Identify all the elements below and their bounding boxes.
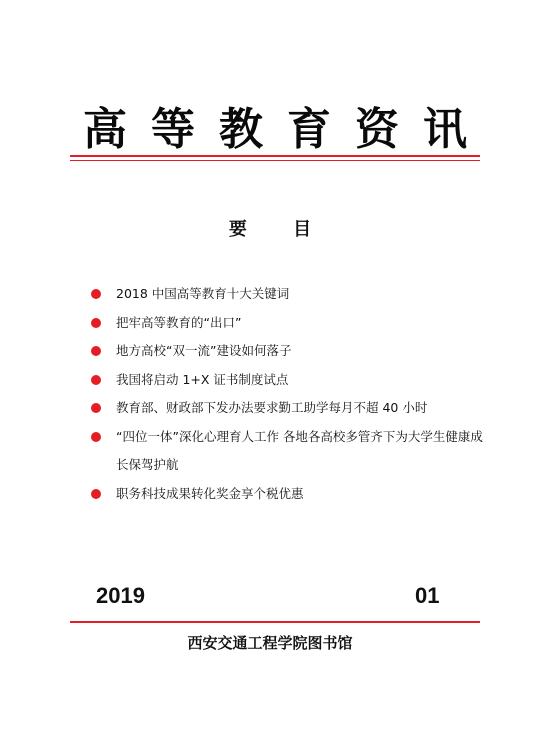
toc-item-text: 地方高校“双一流”建设如何落子 (116, 343, 292, 358)
toc-item-text: “四位一体”深化心理育人工作 各地各高校多管齐下为大学生健康成长保驾护航 (116, 428, 483, 472)
list-item[interactable] (88, 337, 488, 366)
publisher-name: 西安交通工程学院图书馆 (187, 634, 353, 652)
title-rule-top (70, 155, 480, 157)
list-item[interactable] (88, 480, 488, 509)
list-item[interactable] (88, 280, 488, 309)
bullet-dot-icon (91, 289, 101, 299)
list-item[interactable] (88, 366, 488, 395)
list-item[interactable] (88, 394, 488, 423)
contents-list (88, 280, 488, 508)
toc-item-text: 把牢高等教育的“出口” (116, 314, 242, 330)
bullet-dot-icon (91, 432, 101, 442)
bullet-dot-icon (91, 318, 101, 328)
bullet-dot-icon (91, 489, 101, 499)
title-rule-bottom (70, 160, 480, 161)
toc-item-text: 2018 中国高等教育十大关键词 (116, 286, 290, 301)
journal-title: 高等教育资讯 (83, 104, 491, 155)
bullet-dot-icon (91, 403, 101, 413)
toc-item-text: 我国将启动 1+X 证书制度试点 (116, 371, 289, 387)
issue-number: 01 (415, 583, 440, 608)
bullet-dot-icon (91, 346, 101, 356)
section-title: 要 目 (228, 219, 332, 240)
list-item[interactable] (88, 423, 488, 480)
issue-year: 2019 (96, 583, 145, 608)
bullet-dot-icon (91, 375, 101, 385)
toc-item-text: 教育部、财政部下发办法要求勤工助学每月不超 40 小时 (116, 400, 428, 415)
footer-rule (70, 621, 480, 623)
toc-item-text: 职务科技成果转化奖金享个税优惠 (116, 485, 304, 501)
list-item[interactable] (88, 309, 488, 338)
